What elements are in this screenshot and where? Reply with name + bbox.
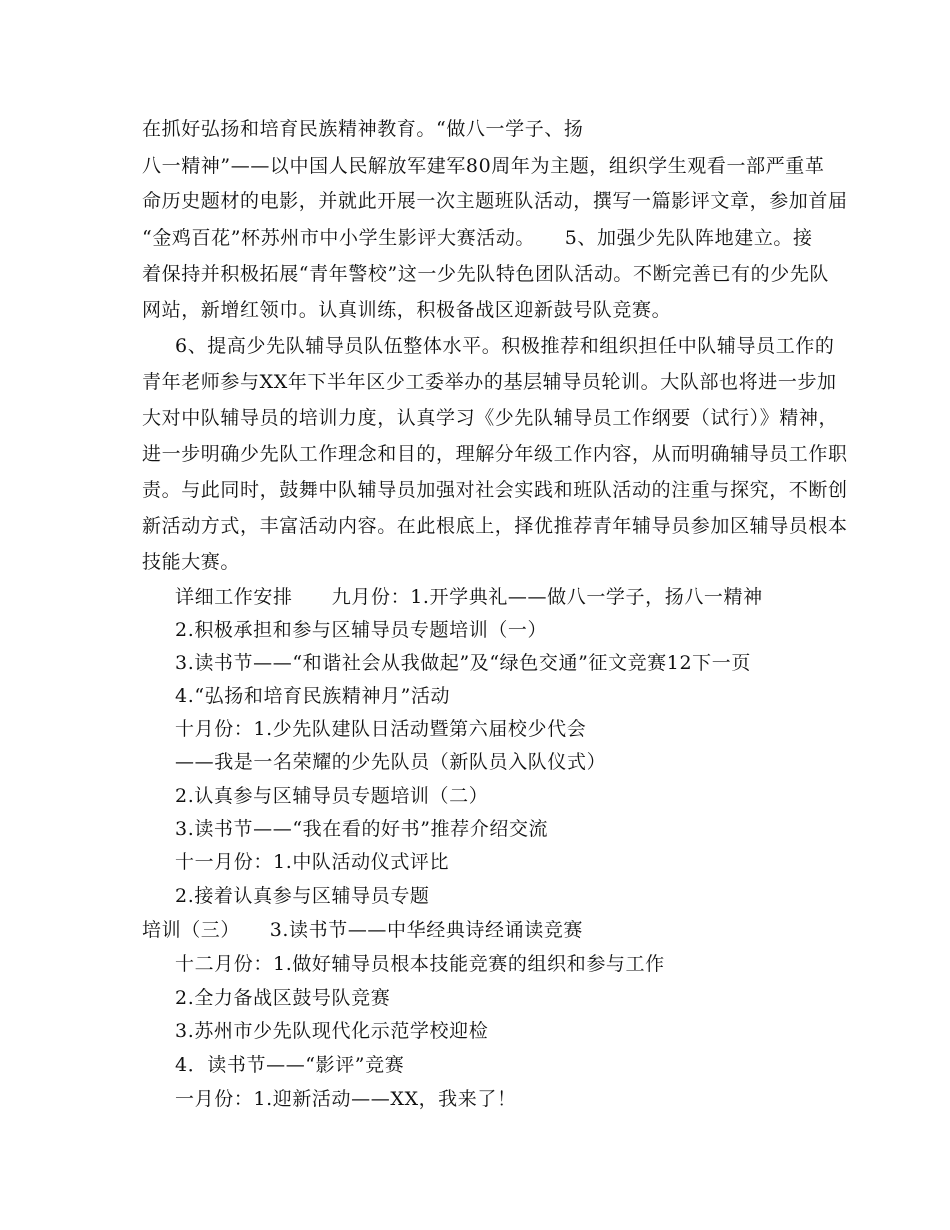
text-line: 十二月份：1.做好辅导员根本技能竞赛的组织和参与工作 <box>175 953 665 975</box>
text-line: 八一精神”——以中国人民解放军建军80周年为主题，组织学生观看一部严重革 <box>142 155 825 177</box>
text-line: 2.认真参与区辅导员专题培训（二） <box>175 785 489 807</box>
text-line: 一月份：1.迎新活动——XX，我来了！ <box>175 1088 517 1110</box>
text-line: 十月份：1.少先队建队日活动暨第六届校少代会 <box>175 718 587 740</box>
text-line: 十一月份：1.中队活动仪式评比 <box>175 851 450 873</box>
text-line: ——我是一名荣耀的少先队员（新队员入队仪式） <box>175 751 607 773</box>
text-line: 6、提高少先队辅导员队伍整体水平。积极推荐和组织担任中队辅导员工作的 <box>175 335 835 357</box>
text-line: 2.全力备战区鼓号队竞赛 <box>175 987 391 1009</box>
text-line: 网站，新增红领巾。认真训练，积极备战区迎新鼓号队竞赛。 <box>142 299 672 321</box>
text-line: 培训（三） 3.读书节——中华经典诗经诵读竞赛 <box>142 919 584 941</box>
text-line: 2.接着认真参与区辅导员专题 <box>175 885 430 907</box>
text-line: 详细工作安排 九月份：1.开学典礼——做八一学子，扬八一精神 <box>175 586 763 608</box>
text-line: 在抓好弘扬和培育民族精神教育。“做八一学子、扬 <box>142 118 584 140</box>
text-line: 命历史题材的电影，并就此开展一次主题班队活动，撰写一篇影评文章，参加首届 <box>142 190 848 212</box>
text-line: 2.积极承担和参与区辅导员专题培训（一） <box>175 619 548 641</box>
text-line: 技能大赛。 <box>142 551 241 573</box>
text-line: 3.读书节——“我在看的好书”推荐介绍交流 <box>175 818 549 840</box>
text-line: 4.“弘扬和培育民族精神月”活动 <box>175 685 451 707</box>
text-line: 大对中队辅导员的培训力度，认真学习《少先队辅导员工作纲要（试行）》精神， <box>142 407 839 429</box>
text-line: 3.苏州市少先队现代化示范学校迎检 <box>175 1020 489 1042</box>
text-line: “金鸡百花”杯苏州市中小学生影评大赛活动。 5、加强少先队阵地建立。接 <box>142 227 813 249</box>
text-line: 责。与此同时，鼓舞中队辅导员加强对社会实践和班队活动的注重与探究，不断创 <box>142 479 848 501</box>
text-line: 青年老师参与XX年下半年区少工委举办的基层辅导员轮训。大队部也将进一步加 <box>142 371 837 393</box>
text-line: 新活动方式，丰富活动内容。在此根底上，择优推荐青年辅导员参加区辅导员根本 <box>142 515 848 537</box>
text-line: 着保持并积极拓展“青年警校”这一少先队特色团队活动。不断完善已有的少先队 <box>142 263 830 285</box>
text-line: 4．读书节——“影评”竞赛 <box>175 1054 405 1076</box>
text-line: 进一步明确少先队工作理念和目的，理解分年级工作内容，从而明确辅导员工作职 <box>142 443 848 465</box>
text-line: 3.读书节——“和谐社会从我做起”及“绿色交通”征文竞赛12下一页 <box>175 652 751 674</box>
